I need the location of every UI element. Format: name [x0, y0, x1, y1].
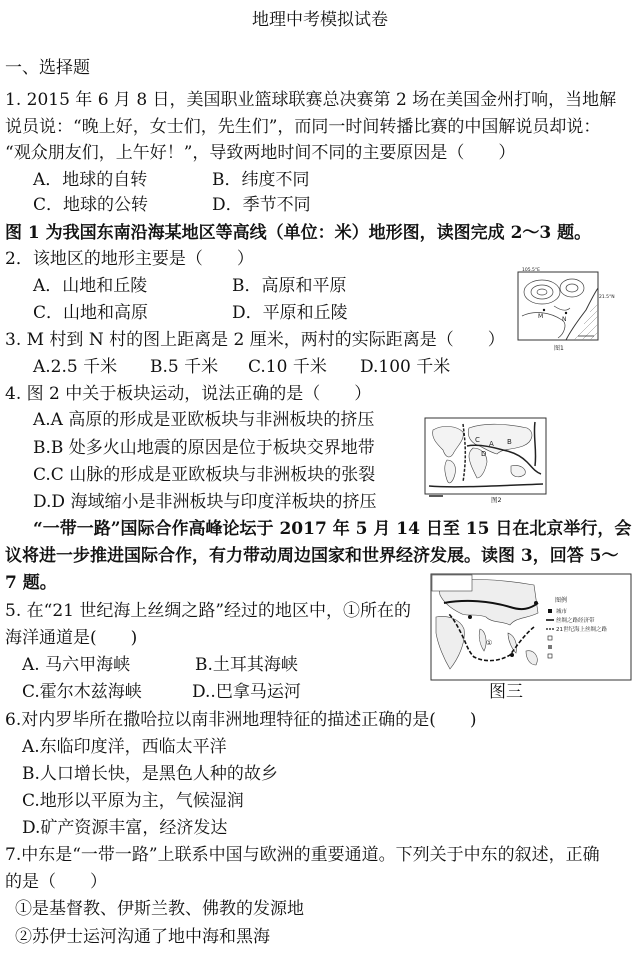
q2-option-c: C．山地和高原: [33, 303, 149, 323]
marker-1: ①: [486, 639, 493, 647]
q6-option-c: C.地形以平原为主，气候湿润: [22, 791, 244, 811]
figure-1-contour-map: [514, 266, 615, 354]
q6-option-b: B.人口增长快，是黑色人种的故乡: [22, 764, 278, 784]
label-c: C: [475, 436, 480, 444]
legend-city-icon: [548, 609, 552, 613]
q1-stem-line-2: 说员说：“晚上好，女士们，先生们”，而同一时间转播比赛的中国解说员却说：: [5, 117, 601, 137]
q4-option-a: A.A 高原的形成是亚欧板块与非洲板块的挤压: [33, 410, 375, 430]
q3-option-b: B.5 千米: [150, 357, 219, 377]
q1-option-c: C．地球的公转: [33, 195, 149, 215]
q4-stem: 4. 图 2 中关于板块运动，说法正确的是（ ）: [5, 384, 372, 404]
longitude-label: 105.5°E: [522, 268, 540, 273]
q5-option-b: B.土耳其海峡: [195, 655, 298, 675]
q5-option-a: A. 马六甲海峡: [22, 655, 131, 675]
figure-3-belt-road-map: [430, 573, 634, 683]
q6-option-a: A.东临印度洋，西临太平洋: [22, 737, 227, 757]
intro-q2-q3: 图 1 为我国东南沿海某地区等高线（单位：米）地形图，读图完成 2～3 题。: [5, 223, 592, 243]
page-title: 地理中考模拟试卷: [252, 10, 388, 30]
q3-stem: 3. M 村到 N 村的图上距离是 2 厘米，两村的实际距离是（ ）: [5, 330, 505, 350]
q3-option-d: D.100 千米: [360, 357, 451, 377]
q2-stem: 2．该地区的地形主要是（ ）: [5, 249, 254, 269]
q7-stem-line-1: 7.中东是“一带一路”上联系中国与欧洲的重要通道。下列关于中东的叙述，正确: [5, 845, 600, 865]
figure-2-caption: 图2: [491, 496, 502, 504]
q4-option-d: D.D 海域缩小是非洲板块与印度洋板块的挤压: [33, 492, 377, 512]
figure-1-caption: 图1: [554, 345, 564, 352]
q3-option-c: C.10 千米: [248, 357, 327, 377]
q5-option-c: C.霍尔木兹海峡: [22, 682, 142, 702]
q5-option-d: D..巴拿马运河: [192, 682, 301, 702]
label-a: A: [489, 440, 494, 448]
q6-option-d: D.矿产资源丰富，经济发达: [22, 818, 228, 838]
q6-stem: 6.对内罗毕所在撒哈拉以南非洲地理特征的描述正确的是( ): [5, 710, 477, 730]
q1-option-d: D．季节不同: [212, 195, 311, 215]
q1-stem-line-3: “观众朋友们，上午好！”，导致两地时间不同的主要原因是（ ）: [5, 143, 516, 163]
q1-option-b: B．纬度不同: [212, 170, 310, 190]
q1-stem-line-1: 1. 2015 年 6 月 8 日，美国职业篮球联赛总决赛第 2 场在美国金州打响，当地解: [5, 90, 617, 110]
legend-maritime: 21世纪海上丝绸之路: [556, 627, 607, 633]
intro-q5-q7-line-1: “一带一路”国际合作高峰论坛于 2017 年 5 月 14 日至 15 日在北京举行，会: [33, 519, 632, 539]
q7-item-1: ①是基督教、伊斯兰教、佛教的发源地: [15, 899, 304, 919]
label-d: D: [481, 450, 487, 458]
section-heading: 一、选择题: [5, 58, 90, 78]
intro-q5-q7-line-2: 议将进一步推进国际合作，有力带动周边国家和世界经济发展。读图 3，回答 5～: [5, 546, 619, 566]
q2-option-d: D．平原和丘陵: [232, 303, 348, 323]
q4-option-b: B.B 处多火山地震的原因是位于板块交界地带: [33, 438, 375, 458]
q1-option-a: A．地球的自转: [33, 170, 148, 190]
q2-option-a: A．山地和丘陵: [33, 276, 148, 296]
village-m-label: M: [538, 313, 544, 320]
q4-option-c: C.C 山脉的形成是亚欧板块与非洲板块的张裂: [33, 465, 376, 485]
figure-3-caption: 图三: [489, 682, 523, 702]
legend-belt: 丝绸之路经济带: [556, 618, 595, 624]
latitude-label: 21.5°N: [599, 295, 615, 300]
q5-stem-line-1: 5. 在“21 世纪海上丝绸之路”经过的地区中，①所在的: [5, 601, 412, 621]
q2-option-b: B．高原和平原: [232, 276, 347, 296]
figure-2-plate-map: [423, 416, 549, 506]
village-n-label: N: [562, 316, 567, 323]
q3-option-a: A.2.5 千米: [33, 357, 118, 377]
legend-title: 图例: [555, 597, 568, 604]
legend-city: 城市: [556, 609, 568, 615]
intro-q5-q7-line-3: 7 题。: [5, 573, 57, 593]
q5-stem-line-2: 海洋通道是( ): [5, 628, 138, 648]
q7-item-2: ②苏伊士运河沟通了地中海和黑海: [15, 927, 270, 947]
q7-stem-line-2: 的是（ ）: [5, 872, 107, 892]
label-b: B: [507, 438, 512, 446]
